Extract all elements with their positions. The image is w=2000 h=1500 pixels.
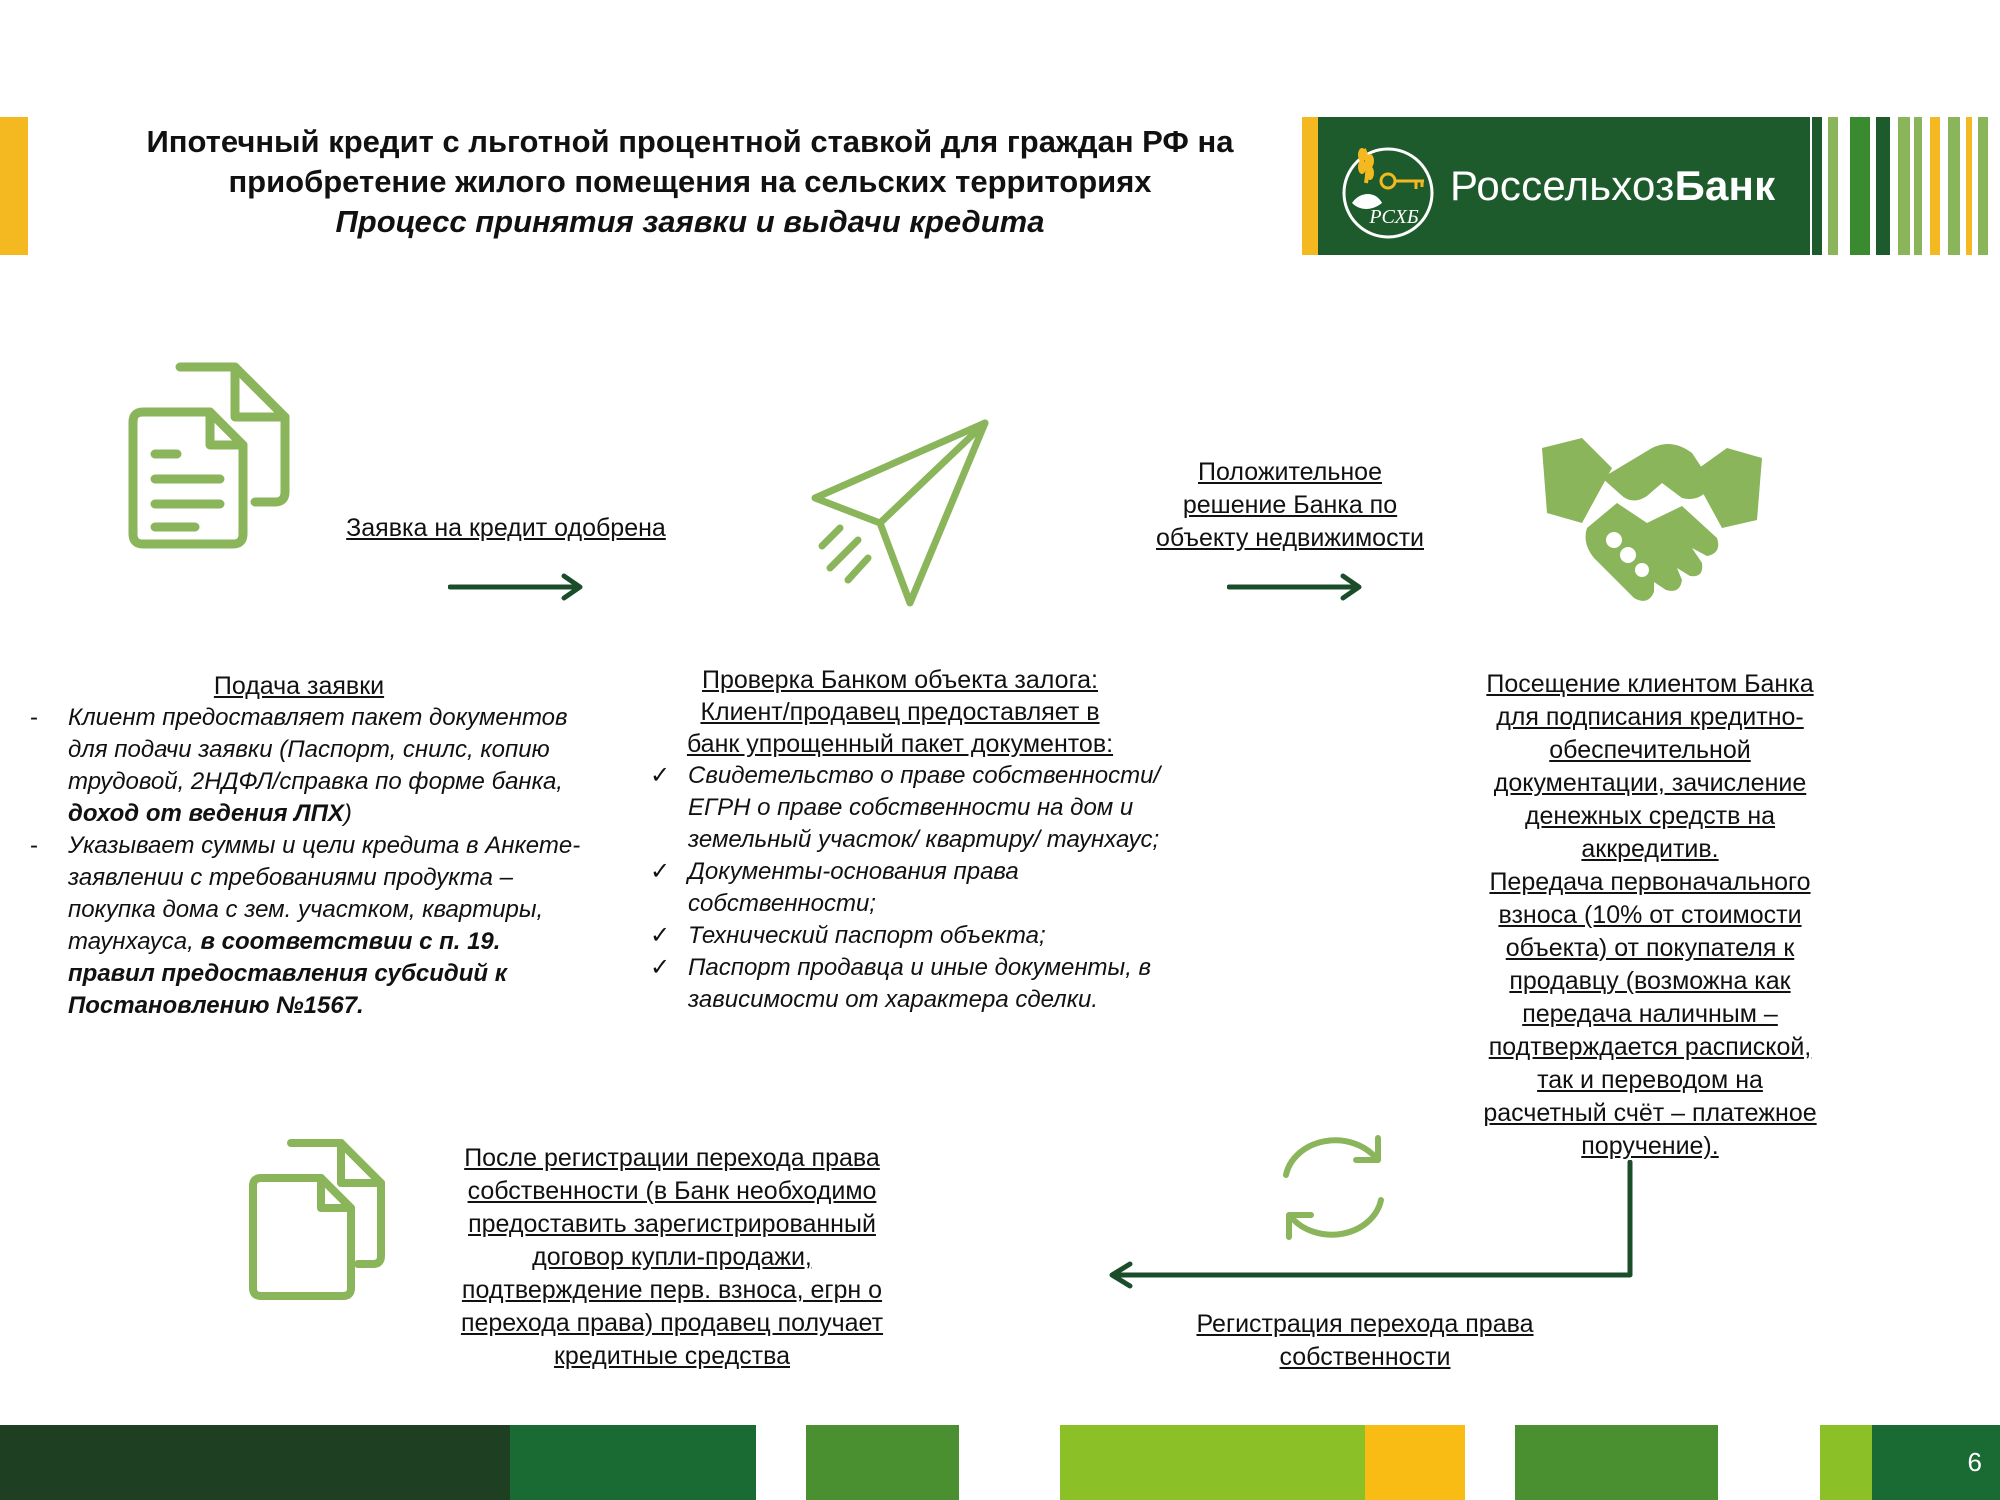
handshake-icon [1542, 428, 1762, 613]
step3-line: денежных средств на [1524, 802, 1776, 830]
step3-line: подтверждается распиской, [1488, 1033, 1812, 1061]
step1-item-2 [28, 830, 588, 1022]
step3-block [1430, 668, 1870, 1163]
step4-block [412, 1142, 932, 1373]
arrow-label-positive-line1: Положительное [1198, 458, 1382, 486]
step4-line: предоставить зарегистрированный [468, 1210, 876, 1238]
header-stripe [1930, 117, 1940, 255]
step3-line: аккредитив. [1581, 835, 1719, 863]
header-stripe [1948, 117, 1960, 255]
documents-copy-icon [246, 1138, 386, 1303]
documents-icon [125, 362, 295, 552]
title-line-2: приобретение жилого помещения на сельских территориях [228, 164, 1152, 199]
footer-segment [510, 1425, 756, 1500]
page-number: 6 [1967, 1447, 1982, 1477]
step1-item-1-end: ) [343, 800, 352, 827]
arrow-label-positive-decision [1118, 456, 1462, 555]
header-stripe [1898, 117, 1910, 255]
header-stripe [1876, 117, 1890, 255]
step4-line: После регистрации перехода права [464, 1144, 880, 1172]
step1-item-1-bold: доход от ведения ЛПХ [68, 800, 344, 827]
rshb-emblem-icon [1338, 131, 1438, 241]
step1-item-1-text: Клиент предоставляет пакет документов для подачи заявки (Паспорт, снилс, копию трудовой, 2НДФЛ/справка по форме банка, [68, 704, 568, 795]
step2-item: ✓ Технический паспорт объекта; [650, 920, 1170, 952]
step2-item: ✓ Свидетельство о праве собственности/ЕГРН о праве собственности на дом и земельный участок/ квартиру/ таунхаус; [650, 760, 1170, 856]
arrow-label-registration-line2: собственности [1279, 1343, 1451, 1371]
footer-segment [1820, 1425, 1872, 1500]
arrow-label-positive-line2: решение Банка по [1182, 491, 1398, 519]
arrow-label-registration-line1: Регистрация перехода права [1196, 1310, 1534, 1338]
step3-line: объекта) от покупателя к [1505, 934, 1795, 962]
step2-title [650, 664, 1150, 760]
arrow-label-registration [1150, 1308, 1580, 1374]
step3-line: так и переводом на [1537, 1066, 1763, 1094]
footer-segment [1060, 1425, 1365, 1500]
footer-segment [806, 1425, 959, 1500]
footer-segment [1365, 1425, 1465, 1500]
step3-line: передача наличным – [1522, 1000, 1778, 1028]
paper-plane-icon [810, 418, 1000, 608]
step3-line: взноса (10% от стоимости [1498, 901, 1802, 929]
step2-title-line2: Клиент/продавец предоставляет в [700, 698, 1100, 726]
step4-line: договор купли-продажи, [532, 1243, 812, 1271]
header-stripe [1966, 117, 1972, 255]
step3-line: продавцу (возможна как [1509, 967, 1791, 995]
step3-line: Посещение клиентом Банка [1486, 670, 1814, 698]
step2-item: ✓ Документы-основания права собственности; [650, 856, 1170, 920]
bank-name [1450, 162, 1775, 210]
step1-block [28, 670, 588, 1022]
bank-logo [1318, 117, 1810, 255]
page-title [90, 122, 1290, 242]
step2-title-line1: Проверка Банком объекта залога: [701, 666, 1098, 694]
header-stripe [1828, 117, 1838, 255]
step3-line: Передача первоначального [1489, 868, 1811, 896]
step4-line: подтверждение перв. взноса, егрн о [461, 1276, 883, 1304]
step3-line: документации, зачисление [1493, 769, 1807, 797]
step3-line: для подписания кредитно- [1496, 703, 1804, 731]
left-accent-bar [0, 117, 28, 255]
arrow-step1-to-step2 [448, 572, 588, 602]
title-line-1: Ипотечный кредит с льготной процентной ставкой для граждан РФ на [146, 124, 1234, 159]
header-stripe [1850, 117, 1870, 255]
step1-list [28, 702, 588, 1022]
step2-list [650, 760, 1170, 1016]
step1-item-2-text: Указывает суммы и цели кредита в Анкете-заявлении с требованиями продукта – покупка дома с зем. участком, квартиры, таунхауса, [68, 832, 581, 955]
bank-name-bold: Банк [1674, 162, 1776, 209]
step3-line: расчетный счёт – платежное [1483, 1099, 1817, 1127]
step4-line: кредитные средства [553, 1342, 791, 1370]
footer-bar [0, 1425, 2000, 1500]
step2-item: ✓ Паспорт продавца и иные документы, в зависимости от характера сделки. [650, 952, 1170, 1016]
step1-item-2-bold: в соответствии с п. 19. правил предоставления субсидий к Постановлению №1567. [68, 928, 507, 1019]
header-stripe [1812, 117, 1822, 255]
page-subtitle: Процесс принятия заявки и выдачи кредита [335, 204, 1045, 239]
step2-title-line3: банк упрощенный пакет документов: [686, 730, 1114, 758]
step3-line: поручение). [1581, 1132, 1719, 1160]
step4-line: перехода права) продавец получает [460, 1309, 884, 1337]
header-stripe [1978, 117, 1988, 255]
arrow-label-positive-line3: объекту недвижимости [1155, 524, 1424, 552]
footer-segment [0, 1425, 510, 1500]
step2-block [650, 664, 1170, 1016]
arrow-label-approved: Заявка на кредит одобрена [346, 514, 666, 542]
step1-title: Подача заявки [213, 672, 385, 700]
arrow-step2-to-step3 [1227, 572, 1367, 602]
logo-yellow-edge [1302, 117, 1318, 255]
header-stripe [1914, 117, 1922, 255]
step4-line: собственности (в Банк необходимо [467, 1177, 877, 1205]
emblem-text: РСХБ [1369, 206, 1419, 228]
footer-segment [1515, 1425, 1718, 1500]
step3-line: обеспечительной [1549, 736, 1751, 764]
bank-name-regular: Россельхоз [1450, 162, 1675, 209]
arrow-step3-to-step4 [1100, 1160, 1640, 1295]
step1-item-1 [28, 702, 588, 830]
